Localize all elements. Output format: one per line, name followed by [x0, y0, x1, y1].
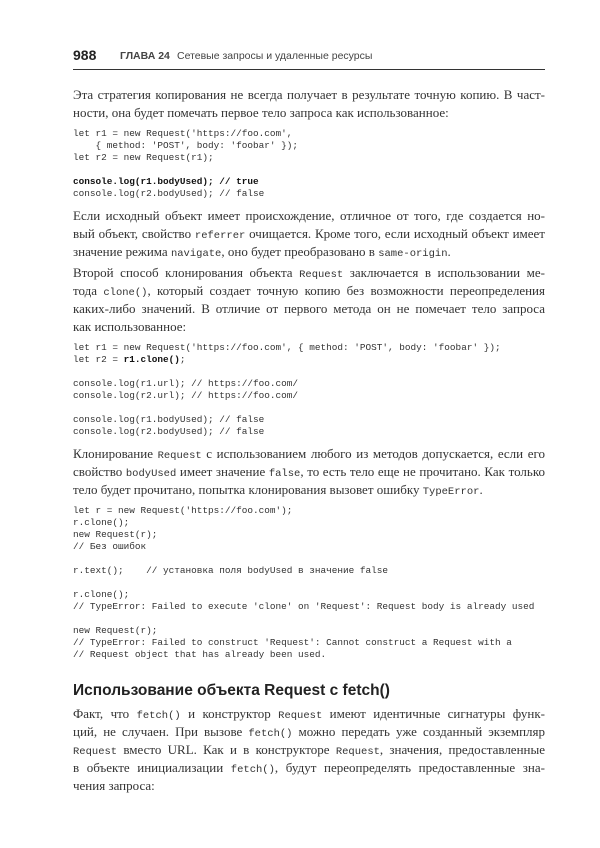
code-line	[73, 354, 545, 366]
text-line	[73, 300, 545, 318]
text-line	[73, 86, 545, 104]
text-segment: let r1 = new Request('https://foo.com',	[73, 128, 293, 139]
text-segment: let r2 = new Request(r1);	[73, 152, 214, 163]
code-line	[73, 529, 545, 541]
paragraph	[73, 445, 545, 499]
text-line	[73, 104, 545, 122]
inline-code: clone()	[103, 287, 148, 299]
text-segment: вый объект, свойство	[73, 226, 195, 241]
text-segment: .	[447, 244, 451, 259]
inline-code: Request	[335, 746, 380, 758]
text-segment: с использованием любого из методов допускается, если его	[201, 446, 545, 461]
inline-code: fetch()	[136, 710, 181, 722]
code-listing	[73, 505, 545, 661]
text-segment: имеют идентичные сигнатуры функ-	[322, 706, 545, 721]
text-segment: , будут переопределять предоставленные зна-	[274, 760, 545, 775]
text-segment: , то есть тело еще не прочитано. Как только	[300, 464, 545, 479]
text-segment: Клонирование	[73, 446, 158, 461]
text-segment: .	[479, 482, 483, 497]
bold-code: r1.clone()	[123, 354, 180, 365]
text-segment: имеет значение	[176, 464, 269, 479]
text-line	[73, 207, 545, 225]
code-line	[73, 541, 545, 553]
text-segment: тело будет прочитано, попытка клонирования вызовет ошибку	[73, 482, 423, 497]
text-segment: тода	[73, 283, 104, 298]
text-segment: вместо URL. Как и в конструкторе	[117, 742, 336, 757]
text-segment: заключается в использовании ме-	[343, 265, 545, 280]
inline-code: fetch()	[248, 728, 293, 740]
paragraph	[73, 705, 545, 795]
chapter-label: ГЛАВА 24	[120, 50, 170, 62]
code-line	[73, 426, 545, 438]
text-line	[73, 777, 545, 795]
text-segment: console.log(r2.url); // https://foo.com/	[73, 390, 299, 401]
text-segment: r.text(); // установка поля bodyUsed в значение false	[73, 565, 389, 576]
text-line	[73, 741, 545, 759]
code-line	[73, 414, 545, 426]
text-segment: Второй способ клонирования объекта	[73, 265, 300, 280]
text-segment: new Request(r);	[73, 529, 158, 540]
text-segment: можно передать уже созданный экземпляр	[292, 724, 545, 739]
text-line	[73, 243, 545, 261]
inline-code: referrer	[194, 230, 246, 242]
text-line	[73, 759, 545, 777]
text-segment: в объекте инициализации	[73, 760, 231, 775]
text-line	[73, 705, 545, 723]
text-segment: r.clone();	[73, 589, 130, 600]
code-line	[73, 366, 545, 378]
text-line	[73, 723, 545, 741]
text-line	[73, 282, 545, 300]
text-line	[73, 463, 545, 481]
code-line	[73, 625, 545, 637]
code-line	[73, 128, 545, 140]
paragraph	[73, 264, 545, 336]
text-segment: чения запроса:	[73, 778, 155, 793]
code-line	[73, 164, 545, 176]
inline-code: TypeError	[422, 486, 480, 498]
inline-code: fetch()	[230, 764, 275, 776]
code-line	[73, 378, 545, 390]
text-line	[73, 318, 545, 336]
text-segment: Если исходный объект имеет происхождение, отличное от того, где создается но-	[73, 208, 545, 223]
inline-code: Request	[73, 746, 118, 758]
text-segment: let r = new Request('https://foo.com');	[73, 505, 293, 516]
code-line	[73, 565, 545, 577]
paragraph	[73, 86, 545, 122]
inline-code: Request	[299, 269, 344, 281]
inline-code: Request	[278, 710, 323, 722]
bold-code: console.log(r1.bodyUsed); // true	[73, 176, 259, 187]
code-line	[73, 140, 545, 152]
code-line	[73, 601, 545, 613]
text-segment: , который создает точную копию без возможности переопределения	[147, 283, 545, 298]
text-segment: new Request(r);	[73, 625, 158, 636]
text-segment: как использованное:	[73, 319, 187, 334]
code-listing	[73, 128, 545, 200]
code-line	[73, 637, 545, 649]
inline-code: Request	[157, 450, 202, 462]
code-line	[73, 390, 545, 402]
text-segment: console.log(r2.bodyUsed); // false	[73, 188, 265, 199]
chapter-title: Сетевые запросы и удаленные ресурсы	[177, 50, 373, 62]
running-header	[73, 47, 545, 70]
text-segment: // Request object that has already been used.	[73, 649, 327, 660]
text-segment: console.log(r2.bodyUsed); // false	[73, 426, 265, 437]
text-segment: ности, она будет помечать первое тело запроса как использованное:	[73, 105, 449, 120]
text-segment: { method: 'POST', body: 'foobar' });	[73, 140, 299, 151]
page-number: 988	[73, 47, 97, 63]
text-segment: Эта стратегия копирования не всегда получает в результате точную копию. В част-	[73, 87, 545, 102]
code-line	[73, 176, 545, 188]
text-segment: очищается. Кроме того, если исходный объект имеет	[245, 226, 545, 241]
inline-code: bodyUsed	[125, 468, 177, 480]
code-listing	[73, 342, 545, 438]
code-line	[73, 649, 545, 661]
text-segment: ;	[179, 354, 186, 365]
text-line	[73, 225, 545, 243]
paragraph	[73, 207, 545, 261]
code-line	[73, 577, 545, 589]
text-segment: // Без ошибок	[73, 541, 147, 552]
inline-code: navigate	[170, 248, 222, 260]
inline-code: same-origin	[378, 248, 448, 260]
section-heading: Использование объекта Request с fetch()	[73, 682, 390, 699]
code-line	[73, 613, 545, 625]
text-line	[73, 264, 545, 282]
text-segment: let r1 = new Request('https://foo.com', { method: 'POST', body: 'foobar' });	[73, 342, 501, 353]
code-line	[73, 342, 545, 354]
code-line	[73, 589, 545, 601]
text-segment: значение режима	[73, 244, 171, 259]
text-segment: , оно будет преобразовано в	[221, 244, 379, 259]
code-line	[73, 152, 545, 164]
text-segment: console.log(r1.bodyUsed); // false	[73, 414, 265, 425]
code-line	[73, 188, 545, 200]
code-line	[73, 505, 545, 517]
text-segment: r.clone();	[73, 517, 130, 528]
text-segment: // TypeError: Failed to execute 'clone' on 'Request': Request body is already used	[73, 601, 535, 612]
text-segment: каких-либо значений. В отличие от первого метода он не помечает тело запроса	[73, 301, 545, 316]
text-segment: // TypeError: Failed to construct 'Request': Cannot construct a Request with a	[73, 637, 512, 648]
code-line	[73, 402, 545, 414]
text-segment: Факт, что	[73, 706, 137, 721]
text-segment: console.log(r1.url); // https://foo.com/	[73, 378, 299, 389]
text-segment: , значения, предоставленные	[379, 742, 545, 757]
code-line	[73, 517, 545, 529]
text-line	[73, 445, 545, 463]
inline-code: false	[268, 468, 301, 480]
text-segment: свойство	[73, 464, 126, 479]
text-segment: let r2 =	[73, 354, 124, 365]
page-body	[73, 86, 545, 798]
text-line	[73, 481, 545, 499]
text-segment: ций, не случаен. При вызове	[73, 724, 249, 739]
code-line	[73, 553, 545, 565]
text-segment: и конструктор	[180, 706, 279, 721]
